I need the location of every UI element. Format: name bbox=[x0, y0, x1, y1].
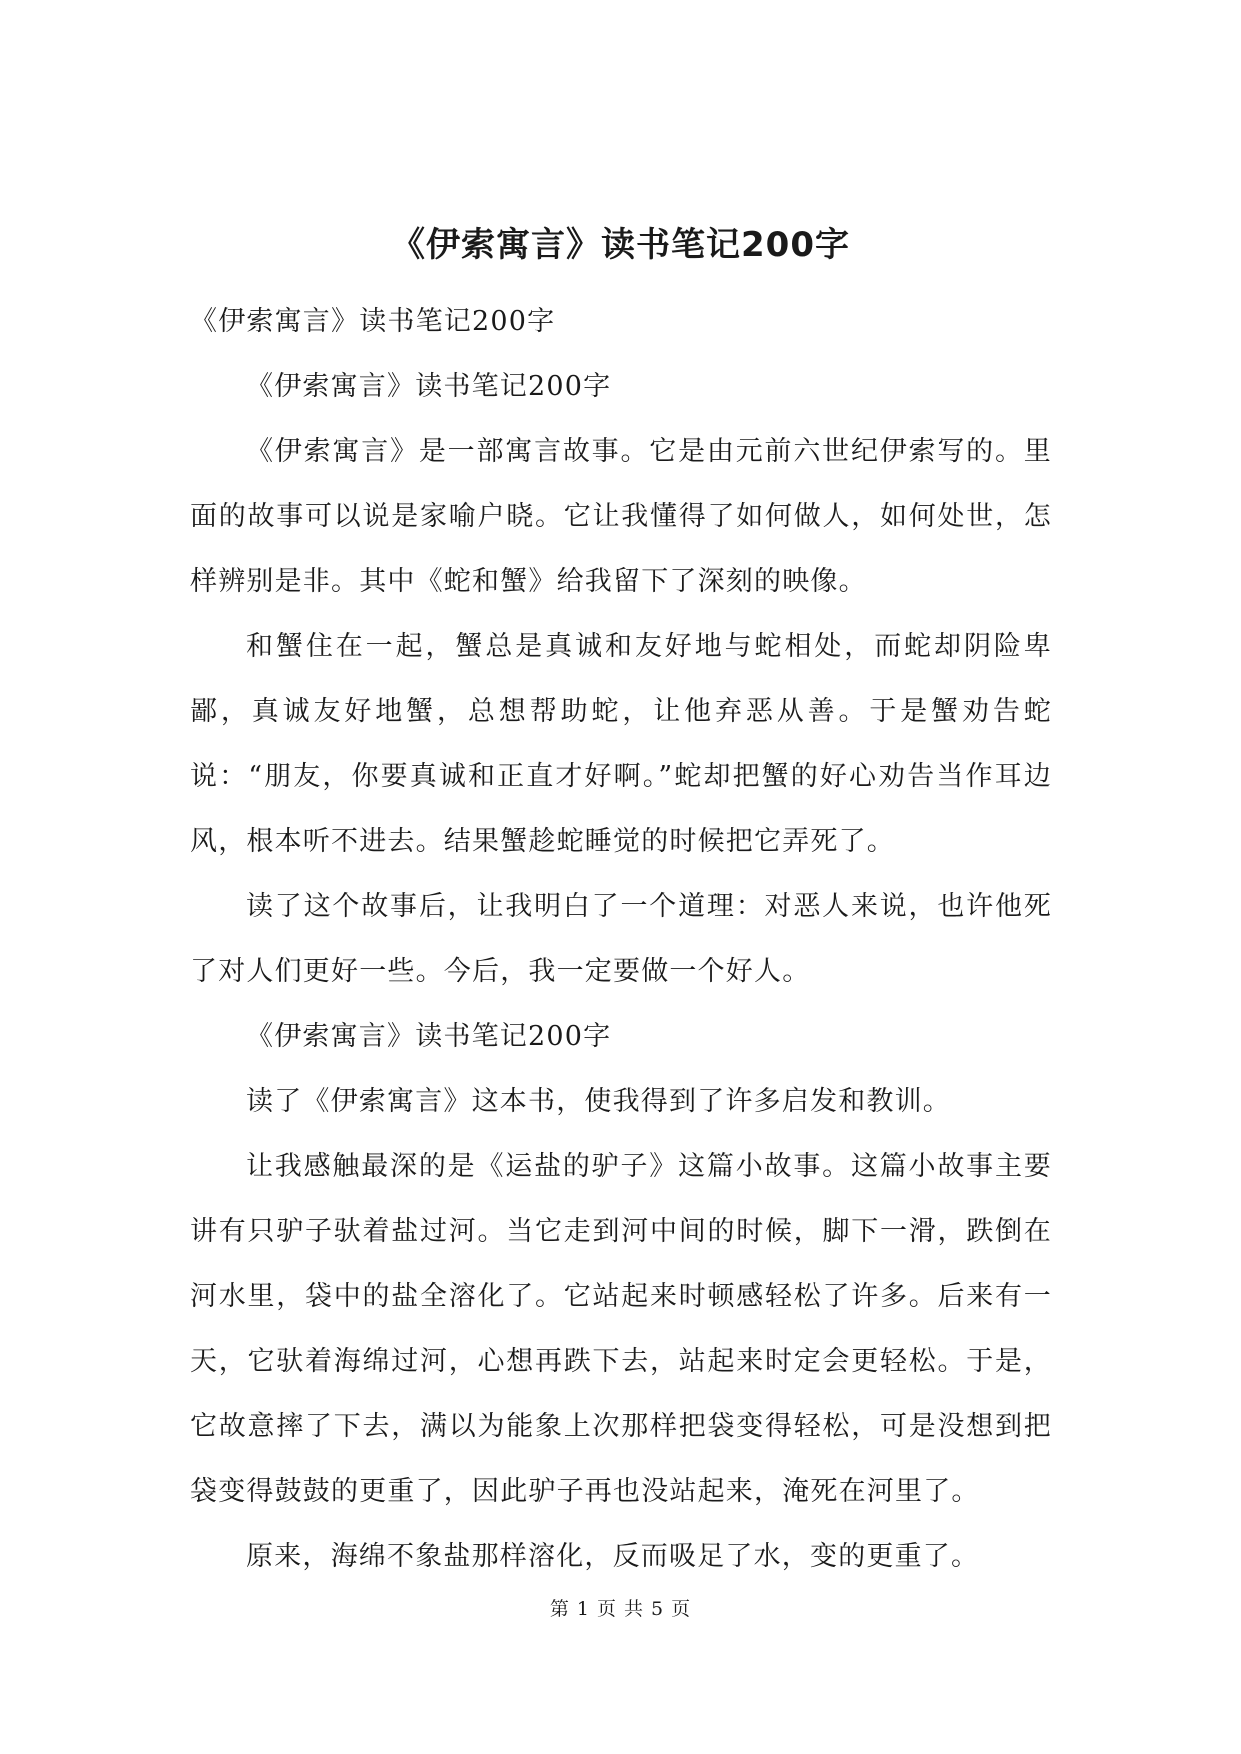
document-body bbox=[190, 289, 1052, 1589]
paragraph-heading-repeat: 《伊索寓言》读书笔记200字 bbox=[190, 306, 556, 337]
paragraph: 《伊索寓言》是一部寓言故事。它是由元前六世纪伊索写的。里面的故事可以说是家喻户晓。它让我懂得了如何做人，如何处世，怎样辨别是非。其中《蛇和蟹》给我留下了深刻的映像。 bbox=[190, 436, 1052, 597]
paragraph: 和蟹住在一起，蟹总是真诚和友好地与蛇相处，而蛇却阴险卑鄙，真诚友好地蟹，总想帮助蛇，让他弃恶从善。于是蟹劝告蛇说：“朋友，你要真诚和正直才好啊。”蛇却把蟹的好心劝告当作耳边风，根本听不进去。结果蟹趁蛇睡觉的时候把它弄死了。 bbox=[190, 631, 1052, 857]
paragraph: 原来，海绵不象盐那样溶化，反而吸足了水，变的更重了。 bbox=[246, 1541, 980, 1572]
paragraph-section-title: 《伊索寓言》读书笔记200字 bbox=[246, 1021, 612, 1052]
document-title: 《伊索寓言》读书笔记200字 bbox=[391, 225, 850, 265]
paragraph: 读了这个故事后，让我明白了一个道理：对恶人来说，也许他死了对人们更好一些。今后，我一定要做一个好人。 bbox=[190, 891, 1052, 987]
paragraph-section-title: 《伊索寓言》读书笔记200字 bbox=[246, 371, 612, 402]
paragraph: 读了《伊索寓言》这本书，使我得到了许多启发和教训。 bbox=[246, 1086, 951, 1117]
page-number-footer: 第 1 页 共 5 页 bbox=[549, 1598, 692, 1620]
paragraph: 让我感触最深的是《运盐的驴子》这篇小故事。这篇小故事主要讲有只驴子驮着盐过河。当它走到河中间的时候，脚下一滑，跌倒在河水里，袋中的盐全溶化了。它站起来时顿感轻松了许多。后来有一天，它驮着海绵过河，心想再跌下去，站起来时定会更轻松。于是，它故意摔了下去，满以为能象上次那样把袋变得轻松，可是没想到把袋变得鼓鼓的更重了，因此驴子再也没站起来，淹死在河里了。 bbox=[190, 1151, 1052, 1507]
